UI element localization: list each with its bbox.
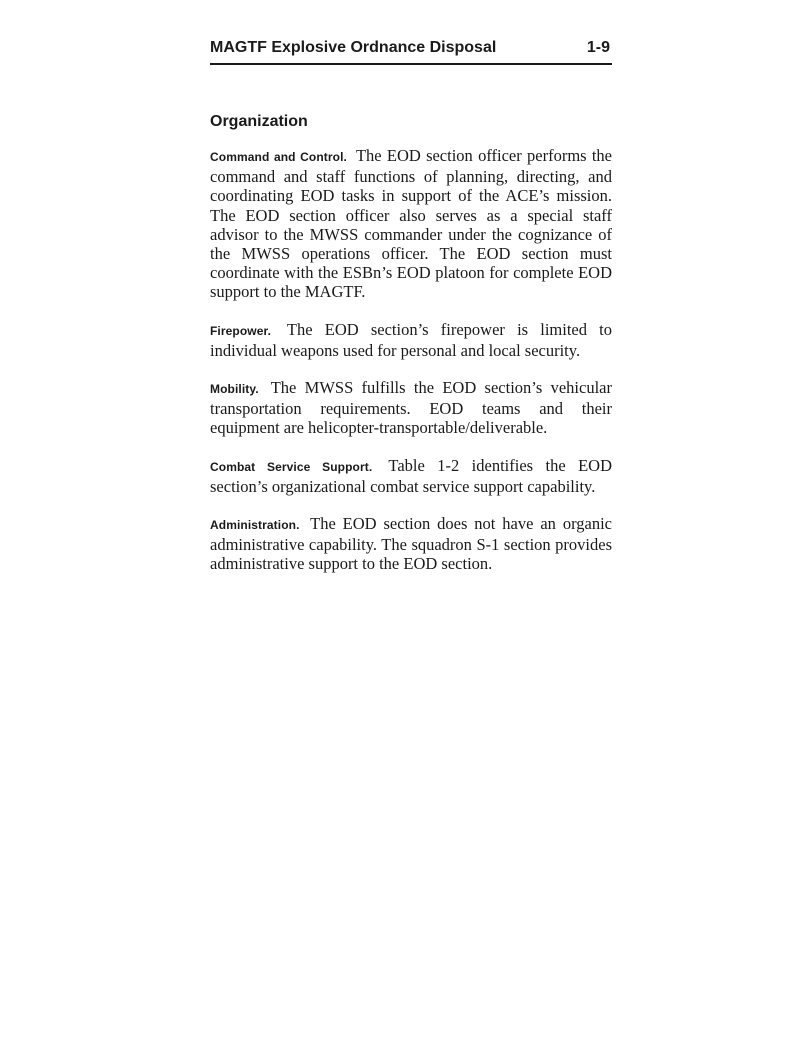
- page-number: 1-9: [586, 39, 610, 56]
- paragraph-lead: Administration.: [210, 518, 300, 533]
- document-page: [210, 38, 612, 592]
- running-header: [210, 38, 612, 65]
- paragraph-text: The EOD section’s firepower is limited to individual weapons used for personal and local security.: [210, 319, 612, 360]
- paragraph-text: The EOD section officer performs the command and staff functions of planning, directing, and coordinating EOD tasks in support of the ACE’s mission. The EOD section officer also serves as a special staff advisor to the MWSS commander under the cognizance of the MWSS operations officer. The EOD section must coordinate with the ESBn’s EOD platoon for complete EOD support to the MAGTF.: [210, 146, 613, 302]
- paragraph-mobility: [210, 378, 612, 438]
- paragraph-text: Table 1-2 identifies the EOD section’s organizational combat service support capability.: [210, 455, 613, 496]
- paragraph-text: The MWSS fulfills the EOD section’s vehicular transportation requirements. EOD teams and their equipment are helicopter-transportable/deliverable.: [210, 378, 612, 438]
- paragraph-text: The EOD section does not have an organic administrative capability. The squadron S-1 section provides administrative support to the EOD section.: [210, 514, 612, 574]
- section-heading: Organization: [210, 113, 308, 130]
- paragraph-lead: Combat Service Support.: [210, 459, 373, 474]
- paragraph-firepower: [210, 320, 612, 360]
- paragraph-lead: Mobility.: [210, 382, 259, 397]
- header-title: MAGTF Explosive Ordnance Disposal: [210, 39, 497, 56]
- paragraph-administration: [210, 514, 612, 574]
- paragraph-command-and-control: [210, 146, 612, 302]
- paragraph-lead: Command and Control.: [210, 150, 347, 164]
- paragraph-combat-service-support: [210, 456, 612, 496]
- paragraph-lead: Firepower.: [210, 323, 272, 338]
